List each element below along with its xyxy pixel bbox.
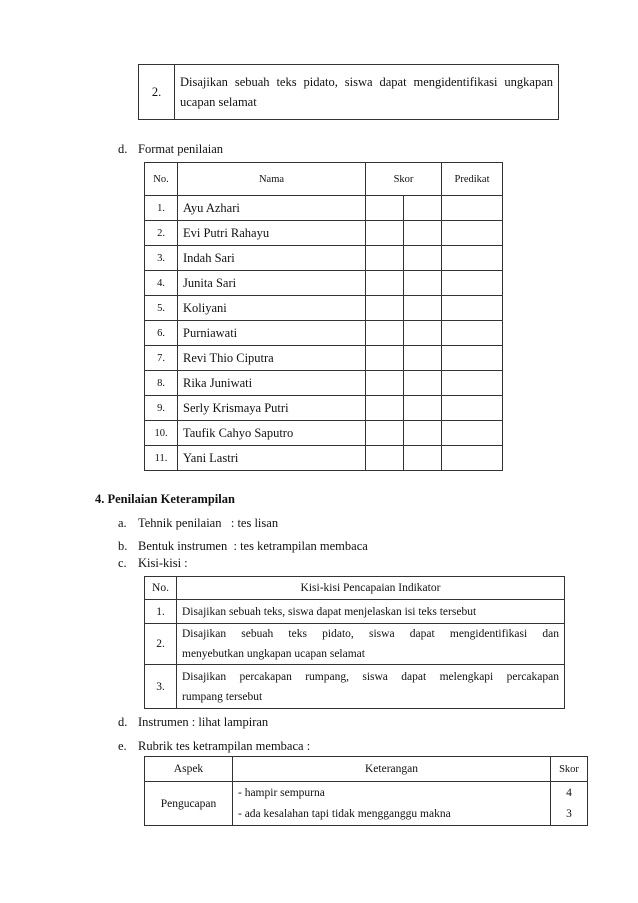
predikat-cell — [442, 446, 503, 471]
section-e-letter: e. — [118, 739, 127, 753]
predikat-cell — [442, 246, 503, 271]
row-number: 5. — [145, 296, 178, 321]
skor-cell-1 — [366, 371, 404, 396]
section-4a-text: Tehnik penilaian : tes lisan — [138, 516, 279, 530]
kisi-row-3-text — [177, 665, 565, 709]
skor-cell-2 — [404, 271, 442, 296]
rubrik-item-1-skor: 4 — [551, 782, 588, 804]
kisi-header-title: Kisi-kisi Pencapaian Indikator — [177, 577, 565, 600]
header-predikat: Predikat — [442, 163, 503, 196]
kisi-row-2-text — [177, 624, 565, 665]
assessment-format-table — [144, 162, 503, 471]
skor-cell-1 — [366, 271, 404, 296]
row-number: 7. — [145, 346, 178, 371]
table-row — [145, 446, 503, 471]
row-number: 8. — [145, 371, 178, 396]
student-name: Yani Lastri — [178, 446, 366, 471]
rubrik-item-2-ket: - ada kesalahan tapi tidak mengganggu makna — [233, 804, 551, 826]
table-row — [145, 346, 503, 371]
header-no: No. — [145, 163, 178, 196]
kisi-row-1-text: Disajikan sebuah teks, siswa dapat menjelaskan isi teks tersebut — [177, 600, 565, 624]
top-indicator-table — [138, 64, 559, 120]
kisi-row-2-line1: Disajikan sebuah teks pidato, siswa dapat mengidentifikasi dan — [182, 628, 559, 640]
kisi-kisi-table — [144, 576, 565, 709]
section-4c-text: Kisi-kisi : — [138, 556, 188, 570]
skor-cell-1 — [366, 221, 404, 246]
skor-cell-2 — [404, 446, 442, 471]
section-4b-letter: b. — [118, 539, 128, 553]
kisi-row-3-line2: rumpang tersebut — [182, 690, 263, 703]
table-row — [145, 296, 503, 321]
section-e-text: Rubrik tes ketrampilan membaca : — [138, 739, 311, 753]
table-row — [145, 421, 503, 446]
row-number: 11. — [145, 446, 178, 471]
student-name: Evi Putri Rahayu — [178, 221, 366, 246]
row-number: 2. — [145, 221, 178, 246]
predikat-cell — [442, 296, 503, 321]
skor-cell-1 — [366, 296, 404, 321]
top-row-line1: Disajikan sebuah teks pidato, siswa dapat mengidentifikasi ungkapan — [180, 75, 553, 89]
rubrik-header-skor: Skor — [551, 757, 588, 782]
student-name: Ayu Azhari — [178, 196, 366, 221]
row-number: 3. — [145, 246, 178, 271]
table-row — [145, 246, 503, 271]
skor-cell-1 — [366, 196, 404, 221]
predikat-cell — [442, 371, 503, 396]
student-name: Rika Juniwati — [178, 371, 366, 396]
predikat-cell — [442, 346, 503, 371]
row-number: 4. — [145, 271, 178, 296]
kisi-row-1-no: 1. — [145, 600, 177, 624]
rubrik-item-1-ket: - hampir sempurna — [233, 782, 551, 804]
predikat-cell — [442, 321, 503, 346]
section-4-heading: 4. Penilaian Keterampilan — [95, 492, 235, 506]
skor-cell-2 — [404, 371, 442, 396]
rubrik-table — [144, 756, 588, 826]
skor-cell-2 — [404, 296, 442, 321]
student-name: Taufik Cahyo Saputro — [178, 421, 366, 446]
rubrik-header-keterangan: Keterangan — [233, 757, 551, 782]
top-row-number: 2. — [139, 65, 175, 120]
table-row — [145, 371, 503, 396]
section-4b-text: Bentuk instrumen : tes ketrampilan membaca — [138, 539, 368, 553]
row-number: 1. — [145, 196, 178, 221]
predikat-cell — [442, 421, 503, 446]
kisi-row-2-line2: menyebutkan ungkapan ucapan selamat — [182, 648, 365, 660]
table-row — [145, 271, 503, 296]
table-row — [145, 221, 503, 246]
rubrik-item-2-skor: 3 — [551, 804, 588, 826]
skor-cell-2 — [404, 196, 442, 221]
skor-cell-1 — [366, 346, 404, 371]
rubrik-aspek-pengucapan: Pengucapan — [145, 782, 233, 826]
kisi-header-no: No. — [145, 577, 177, 600]
row-number: 10. — [145, 421, 178, 446]
skor-cell-1 — [366, 396, 404, 421]
section-d-letter: d. — [118, 142, 128, 156]
header-skor: Skor — [366, 163, 442, 196]
predikat-cell — [442, 221, 503, 246]
skor-cell-2 — [404, 321, 442, 346]
skor-cell-2 — [404, 246, 442, 271]
skor-cell-2 — [404, 396, 442, 421]
predikat-cell — [442, 396, 503, 421]
rubrik-header-aspek: Aspek — [145, 757, 233, 782]
skor-cell-2 — [404, 346, 442, 371]
student-name: Koliyani — [178, 296, 366, 321]
section-d-label: Format penilaian — [138, 142, 224, 156]
section-d2-letter: d. — [118, 715, 128, 729]
kisi-row-2-no: 2. — [145, 624, 177, 665]
top-row-line2: ucapan selamat — [180, 95, 257, 109]
skor-cell-1 — [366, 421, 404, 446]
skor-cell-2 — [404, 421, 442, 446]
predikat-cell — [442, 196, 503, 221]
student-name: Purniawati — [178, 321, 366, 346]
header-nama: Nama — [178, 163, 366, 196]
table-row — [145, 321, 503, 346]
skor-cell-1 — [366, 446, 404, 471]
predikat-cell — [442, 271, 503, 296]
top-row-text — [175, 65, 559, 120]
section-4c-letter: c. — [118, 556, 127, 570]
skor-cell-2 — [404, 221, 442, 246]
student-name: Revi Thio Ciputra — [178, 346, 366, 371]
table-row — [145, 396, 503, 421]
skor-cell-1 — [366, 246, 404, 271]
section-d2-text: Instrumen : lihat lampiran — [138, 715, 269, 729]
row-number: 9. — [145, 396, 178, 421]
row-number: 6. — [145, 321, 178, 346]
skor-cell-1 — [366, 321, 404, 346]
student-name: Indah Sari — [178, 246, 366, 271]
section-4a-letter: a. — [118, 516, 127, 530]
table-row — [145, 196, 503, 221]
kisi-row-3-line1: Disajikan percakapan rumpang, siswa dapat melengkapi percakapan — [182, 670, 559, 683]
kisi-row-3-no: 3. — [145, 665, 177, 709]
student-name: Junita Sari — [178, 271, 366, 296]
student-name: Serly Krismaya Putri — [178, 396, 366, 421]
